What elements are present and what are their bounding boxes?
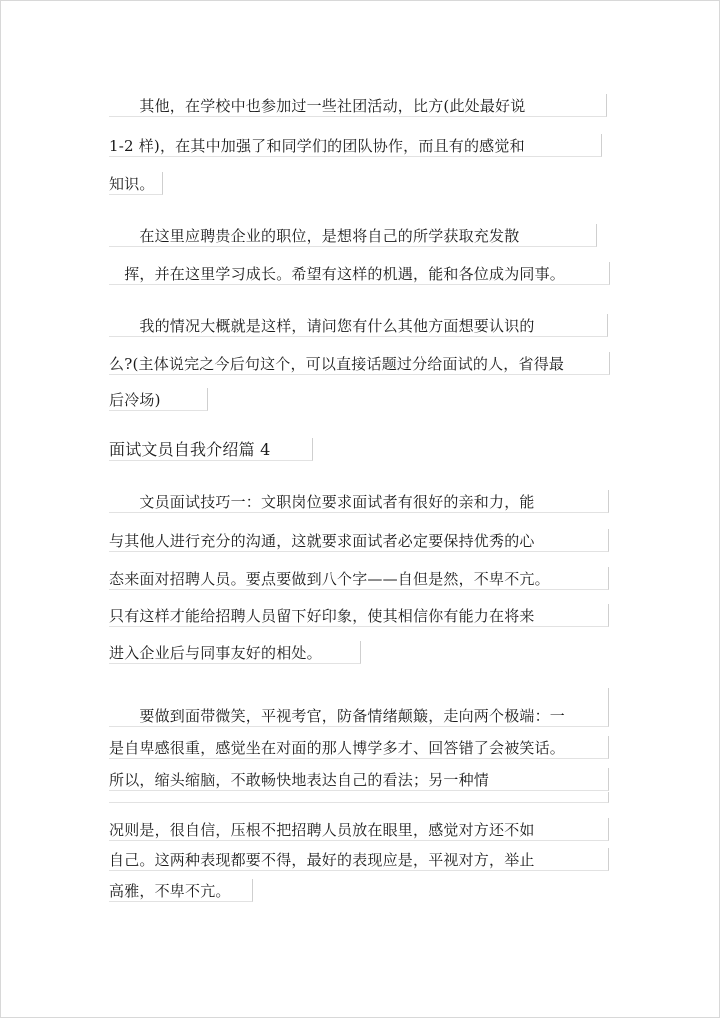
text-line: 我的情况大概就是这样，请问您有什么其他方面想要认识的 xyxy=(109,317,535,335)
text-line: 知识。 xyxy=(109,175,155,193)
text-line: 所以，缩头缩脑，不敢畅快地表达自己的看法；另一种情 xyxy=(109,771,490,789)
text-line: 进入企业后与同事友好的相处。 xyxy=(109,644,322,662)
text-line: 在这里应聘贵企业的职位，是想将自己的所学获取充发散 xyxy=(109,227,520,245)
line-box xyxy=(109,792,609,803)
text-line: 文员面试技巧一：文职岗位要求面试者有很好的亲和力，能 xyxy=(109,493,535,511)
text-line: 么?(主体说完之今后句这个，可以直接话题过分给面试的人，省得最 xyxy=(109,355,565,373)
text-line: 态来面对招聘人员。要点要做到八个字——自但是然，不卑不亢。 xyxy=(109,570,550,588)
text-line: 是自卑感很重，感觉坐在对面的那人博学多才、回答错了会被笑话。 xyxy=(109,739,566,757)
text-line: 自己。这两种表现都要不得，最好的表现应是，平视对方，举止 xyxy=(109,851,535,869)
text-line: 1-2 样)，在其中加强了和同学们的团队协作，而且有的感觉和 xyxy=(109,137,525,155)
text-line: 高雅，不卑不亢。 xyxy=(109,882,231,900)
text-line: 只有这样才能给招聘人员留下好印象，使其相信你有能力在将来 xyxy=(109,607,535,625)
text-line: 况则是，很自信，压根不把招聘人员放在眼里，感觉对方还不如 xyxy=(109,821,535,839)
section-heading: 面试文员自我介绍篇 4 xyxy=(109,440,271,459)
text-line: 后冷场) xyxy=(109,391,161,409)
text-line: 挥，并在这里学习成长。希望有这样的机遇，能和各位成为同事。 xyxy=(109,265,566,283)
text-line: 与其他人进行充分的沟通，这就要求面试者必定要保持优秀的心 xyxy=(109,532,535,550)
text-line: 其他，在学校中也参加过一些社团活动，比方(此处最好说 xyxy=(109,97,526,115)
text-line: 要做到面带微笑，平视考官，防备情绪颠簸，走向两个极端：一 xyxy=(109,707,566,725)
